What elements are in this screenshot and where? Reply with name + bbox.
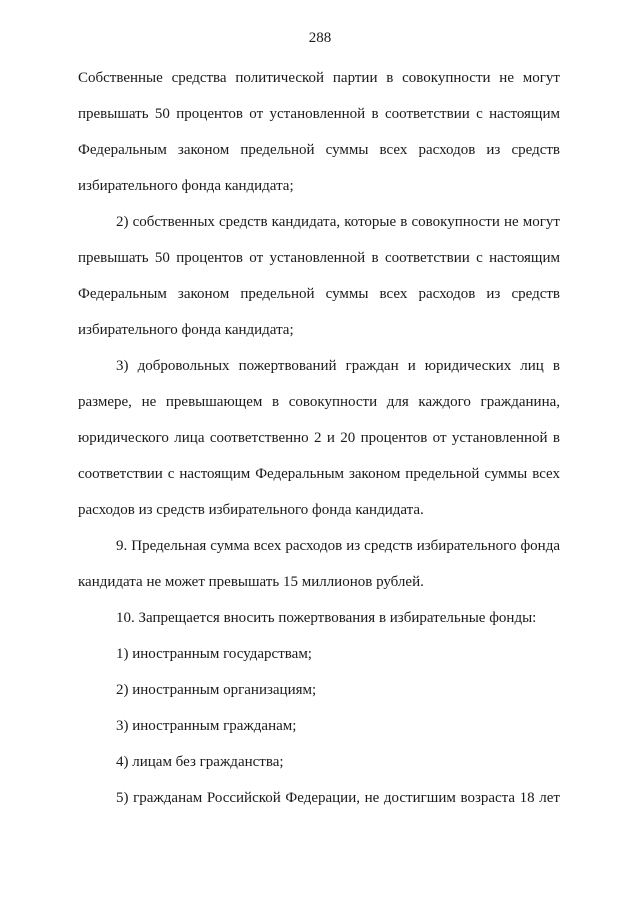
text-line: превышать 50 процентов от установленной в соответствии с настоящим [78, 250, 560, 266]
text-line: избирательного фонда кандидата; [78, 322, 294, 338]
text-line: 2) иностранным организациям; [116, 682, 317, 698]
page-number: 288 [308, 30, 332, 46]
text-line: размере, не превышающем в совокупности для каждого гражданина, [78, 394, 560, 410]
text-line: расходов из средств избирательного фонда кандидата. [78, 502, 424, 518]
text-line: 4) лицам без гражданства; [116, 754, 284, 770]
text-line: юридического лица соответственно 2 и 20 процентов от установленной в [78, 430, 560, 446]
text-line: 5) гражданам Российской Федерации, не достигшим возраста 18 лет [116, 790, 560, 806]
text-line: 1) иностранным государствам; [116, 646, 312, 662]
text-line: избирательного фонда кандидата; [78, 178, 294, 194]
text-line: Федеральным законом предельной суммы всех расходов из средств [78, 142, 560, 158]
text-line: 9. Предельная сумма всех расходов из средств избирательного фонда [116, 538, 560, 554]
text-line: соответствии с настоящим Федеральным законом предельной суммы всех [78, 466, 560, 482]
text-line: 10. Запрещается вносить пожертвования в избирательные фонды: [116, 610, 537, 626]
text-line: кандидата не может превышать 15 миллионов рублей. [78, 574, 424, 590]
text-line: Федеральным законом предельной суммы всех расходов из средств [78, 286, 560, 302]
text-line: 3) добровольных пожертвований граждан и юридических лиц в [116, 358, 560, 374]
text-line: 2) собственных средств кандидата, которые в совокупности не могут [116, 214, 560, 230]
text-line: Собственные средства политической партии в совокупности не могут [78, 70, 560, 86]
text-line: превышать 50 процентов от установленной в соответствии с настоящим [78, 106, 560, 122]
text-line: 3) иностранным гражданам; [116, 718, 297, 734]
